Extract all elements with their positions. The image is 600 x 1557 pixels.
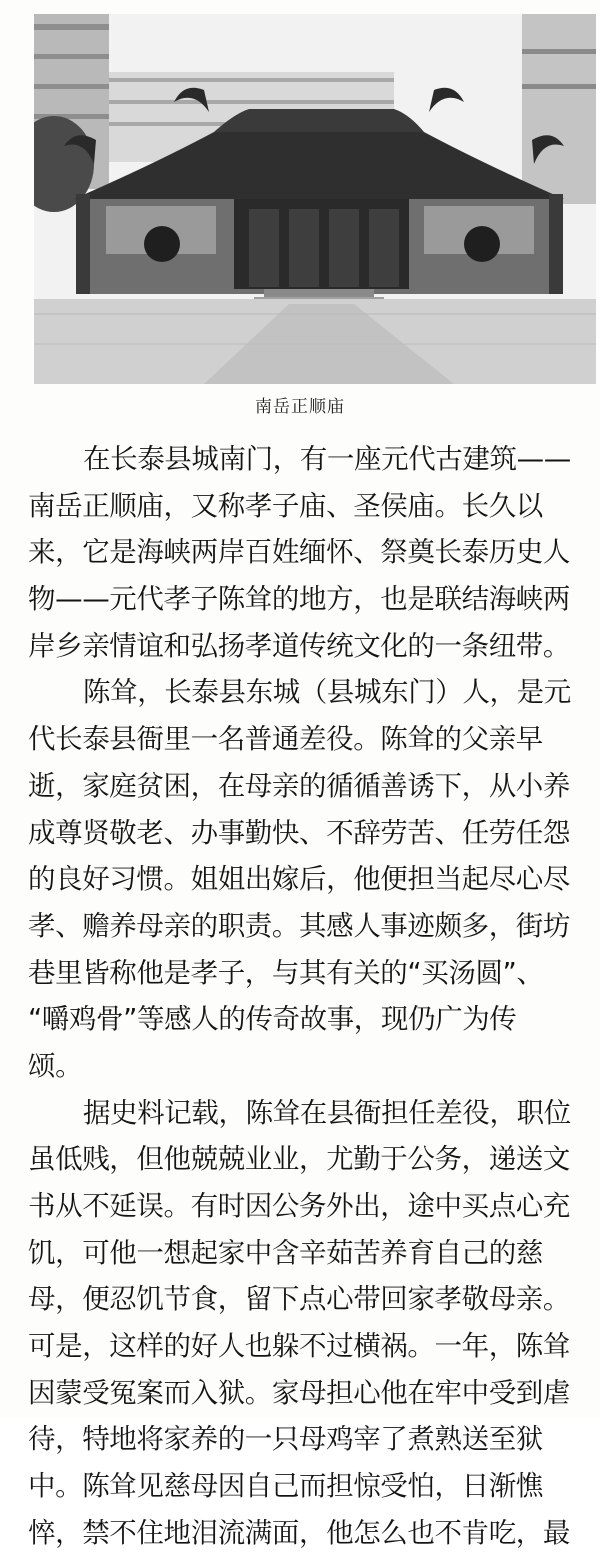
text-line: 岸乡亲情谊和弘扬孝道传统文化的一条纽带。 bbox=[28, 629, 570, 662]
text-line: 物——元代孝子陈耸的地方，也是联结海峡两 bbox=[28, 583, 570, 616]
text-line: 颂。 bbox=[28, 1049, 83, 1082]
text-line: 据史料记载，陈耸在县衙担任差役，职位 bbox=[83, 1096, 571, 1129]
text-line: 待，特地将家养的一只母鸡宰了煮熟送至狱 bbox=[28, 1423, 543, 1456]
text-line: 可是，这样的好人也躲不过横祸。一年，陈耸 bbox=[28, 1330, 570, 1363]
article-body bbox=[28, 436, 598, 1557]
text-line: 母，便忍饥节食，留下点心带回家孝敬母亲。 bbox=[28, 1283, 570, 1316]
text-line: 南岳正顺庙，又称孝子庙、圣侯庙。长久以 bbox=[28, 489, 543, 522]
text-line: 书从不延误。有时因公务外出，途中买点心充 bbox=[28, 1190, 570, 1222]
text-line: 代长泰县衙里一名普通差役。陈耸的父亲早 bbox=[28, 723, 543, 756]
text-line: 悴，禁不住地泪流满面，他怎么也不肯吃，最 bbox=[28, 1516, 570, 1549]
text-line: 逝，家庭贫困，在母亲的循循善诱下，从小养 bbox=[28, 769, 570, 802]
text-line: 巷里皆称他是孝子，与其有关的“买汤圆”、 bbox=[28, 956, 544, 989]
text-line: “嚼鸡骨”等感人的传奇故事，现仍广为传 bbox=[28, 1003, 517, 1036]
text-line: 饥，可他一想起家中含辛茹苦养育自己的慈 bbox=[28, 1236, 543, 1269]
text-line: 陈耸，长泰县东城（县城东门）人，是元 bbox=[83, 676, 571, 709]
photo-caption: 南岳正顺庙 bbox=[255, 397, 345, 417]
text-line: 孝、赡养母亲的职责。其感人事迹颇多，街坊 bbox=[28, 909, 570, 942]
text-line: 虽低贱，但他兢兢业业，尤勤于公务，递送文 bbox=[28, 1143, 570, 1176]
text-line: 的良好习惯。姐姐出嫁后，他便担当起尽心尽 bbox=[28, 863, 570, 896]
text-line: 在长泰县城南门，有一座元代古建筑—— bbox=[83, 443, 571, 475]
text-line: 中。陈耸见慈母因自己而担惊受怕，日渐憔 bbox=[28, 1470, 543, 1503]
temple-photo bbox=[34, 14, 596, 384]
text-line: 来，它是海峡两岸百姓缅怀、祭奠长泰历史人 bbox=[28, 536, 570, 569]
text-line: 因蒙受冤案而入狱。家母担心他在牢中受到虐 bbox=[28, 1376, 570, 1409]
text-line: 成尊贤敬老、办事勤快、不辞劳苦、任劳任怨 bbox=[28, 816, 570, 849]
